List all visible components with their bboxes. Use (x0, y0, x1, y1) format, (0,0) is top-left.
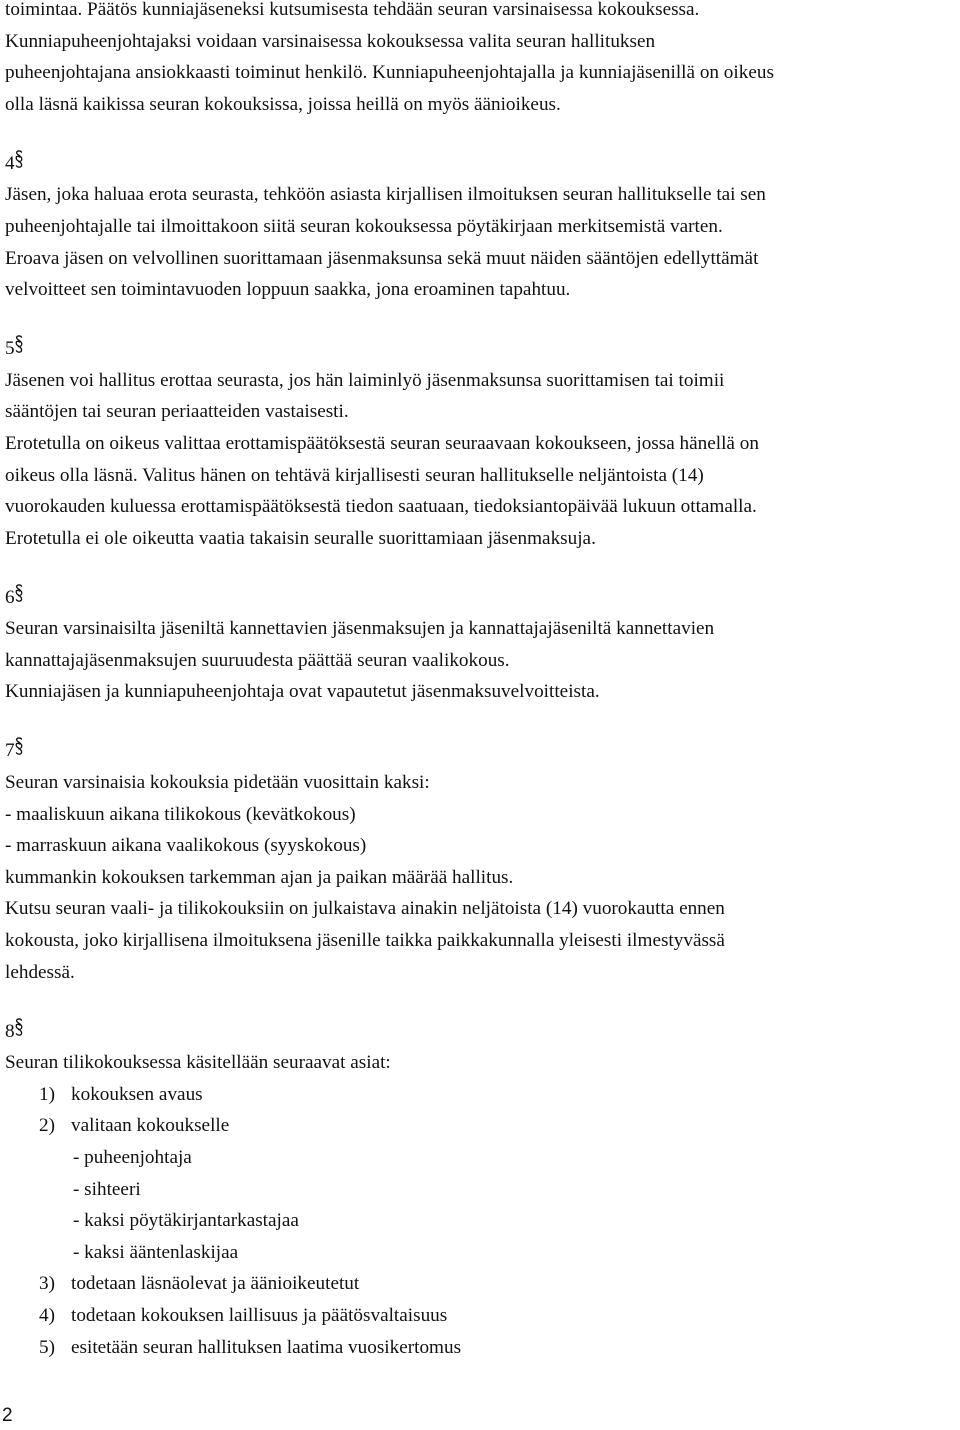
text-line: olla läsnä kaikissa seuran kokouksissa, joissa heillä on myös äänioikeus. (5, 93, 561, 115)
text-line: kummankin kokouksen tarkemman ajan ja paikan määrää hallitus. (5, 866, 514, 888)
text-line: lehdessä. (5, 961, 75, 983)
text-line: - maaliskuun aikana tilikokous (kevätkokous) (5, 803, 356, 825)
list-item (5, 1079, 957, 1111)
section-number: 5 (5, 338, 15, 360)
text-line: toimintaa. Päätös kunniajäseneksi kutsumisesta tehdään seuran varsinaisessa kokouksessa. (5, 0, 700, 20)
section-heading (5, 1016, 957, 1048)
text-line: Seuran varsinaisia kokouksia pidetään vuosittain kaksi: (5, 772, 430, 794)
agenda-list (5, 1079, 957, 1363)
text-line: vuorokauden kuluessa erottamispäätöksestä tiedon saatuaan, tiedoksiantopäivää lukuun ottamalla. (5, 496, 757, 518)
text-line: kannattajajäsenmaksujen suuruudesta päättää seuran vaalikokous. (5, 649, 510, 671)
section-8 (5, 1016, 957, 1364)
sublist-item: - sihteeri (73, 1178, 141, 1200)
list-item (5, 1110, 957, 1142)
section-number: 6 (5, 586, 15, 608)
text-line: Jäsenen voi hallitus erottaa seurasta, jos hän laiminlyö jäsenmaksunsa suorittamisen tai toimii (5, 369, 725, 391)
list-item-number: 4) (39, 1304, 55, 1326)
list-item-text: esitetään seuran hallituksen laatima vuosikertomus (71, 1336, 462, 1358)
text-line: Eroava jäsen on velvollinen suorittamaan jäsenmaksunsa sekä muut näiden sääntöjen edellyttämät (5, 247, 759, 269)
list-item-number: 2) (39, 1115, 55, 1137)
section-5 (5, 333, 957, 554)
page-number: 2 (2, 1405, 13, 1426)
list-item-text: valitaan kokoukselle (71, 1115, 230, 1137)
section-sign-icon (15, 151, 23, 171)
text-line: Erotetulla on oikeus valittaa erottamispäätöksestä seuran seuraavaan kokoukseen, jossa hänellä on (5, 432, 759, 454)
section-6 (5, 582, 957, 708)
text-line: oikeus olla läsnä. Valitus hänen on tehtävä kirjallisesti seuran hallitukselle neljäntoista (14) (5, 464, 704, 486)
section-number: 8 (5, 1020, 15, 1042)
text-line: Seuran tilikokouksessa käsitellään seuraavat asiat: (5, 1052, 391, 1074)
section-number: 4 (5, 152, 15, 174)
section-number: 7 (5, 740, 15, 762)
list-item-number: 5) (39, 1336, 55, 1358)
section-sign-icon (15, 738, 23, 758)
sublist-item: - kaksi ääntenlaskijaa (73, 1241, 239, 1263)
section-heading (5, 582, 957, 614)
text-line: Jäsen, joka haluaa erota seurasta, tehköön asiasta kirjallisen ilmoituksen seuran hallitukselle tai sen (5, 184, 766, 206)
text-line: puheenjohtajalle tai ilmoittakoon siitä seuran kokouksessa pöytäkirjaan merkitsemistä varten. (5, 215, 723, 237)
document-page (5, 0, 957, 1363)
sublist-item: - puheenjohtaja (73, 1146, 192, 1168)
text-line: velvoitteet sen toimintavuoden loppuun saakka, jona eroaminen tapahtuu. (5, 279, 571, 301)
list-item-text: todetaan kokouksen laillisuus ja päätösvaltaisuus (71, 1304, 448, 1326)
section-heading (5, 333, 957, 365)
section-heading (5, 735, 957, 767)
text-line: Seuran varsinaisilta jäseniltä kannettavien jäsenmaksujen ja kannattajajäseniltä kannettavien (5, 618, 715, 640)
text-line: puheenjohtajana ansiokkaasti toiminut henkilö. Kunniapuheenjohtajalla ja kunniajäsenillä on oikeus (5, 62, 774, 84)
text-line: Erotetulla ei ole oikeutta vaatia takaisin seuralle suorittamiaan jäsenmaksuja. (5, 527, 596, 549)
list-item (5, 1268, 957, 1300)
text-line: sääntöjen tai seuran periaatteiden vastaisesti. (5, 401, 349, 423)
section-4 (5, 148, 957, 306)
list-item (5, 1332, 957, 1364)
intro-paragraph (5, 0, 957, 120)
section-sign-icon (15, 336, 23, 356)
sublist-item: - kaksi pöytäkirjantarkastajaa (73, 1210, 299, 1232)
list-item-text: kokouksen avaus (71, 1083, 203, 1105)
text-line: - marraskuun aikana vaalikokous (syyskokous) (5, 835, 367, 857)
list-item-number: 3) (39, 1273, 55, 1295)
section-sign-icon (15, 1019, 23, 1039)
list-item-number: 1) (39, 1083, 55, 1105)
list-item (5, 1300, 957, 1332)
section-sign-icon (15, 585, 23, 605)
section-heading (5, 148, 957, 180)
text-line: Kunniajäsen ja kunniapuheenjohtaja ovat vapautetut jäsenmaksuvelvoitteista. (5, 681, 600, 703)
list-item-text: todetaan läsnäolevat ja äänioikeutetut (71, 1273, 360, 1295)
text-line: Kutsu seuran vaali- ja tilikokouksiin on julkaistava ainakin neljätoista (14) vuorokautta ennen (5, 898, 725, 920)
section-7 (5, 735, 957, 988)
text-line: Kunniapuheenjohtajaksi voidaan varsinaisessa kokouksessa valita seuran hallituksen (5, 30, 656, 52)
text-line: kokousta, joko kirjallisena ilmoituksena jäsenille taikka paikkakunnalla yleisesti ilmestyvässä (5, 930, 725, 951)
